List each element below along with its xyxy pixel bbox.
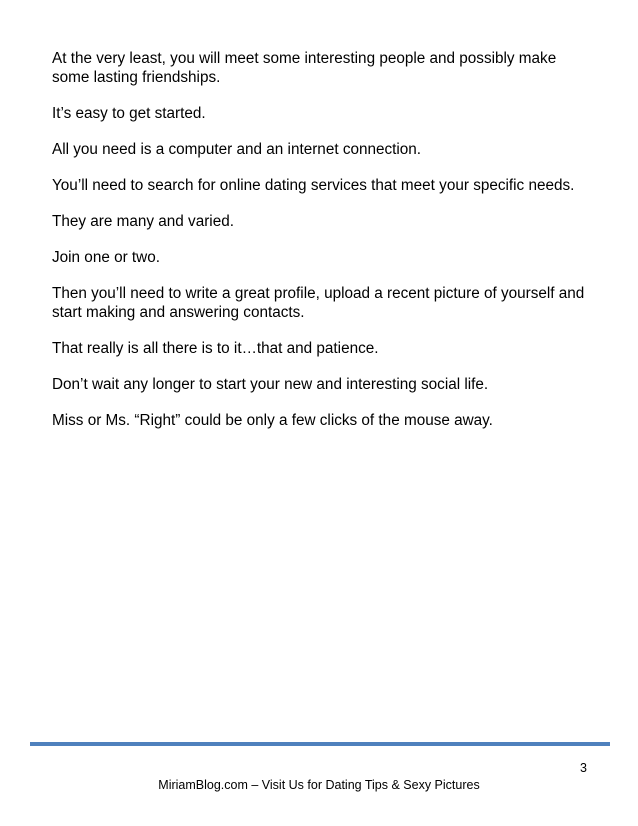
body-text <box>52 49 592 447</box>
paragraph: Don’t wait any longer to start your new and interesting social life. <box>52 376 489 393</box>
footer-divider <box>30 742 610 746</box>
paragraph: All you need is a computer and an internet connection. <box>52 141 422 158</box>
page-number: 3 <box>580 761 587 775</box>
paragraph: Miss or Ms. “Right” could be only a few clicks of the mouse away. <box>52 412 493 429</box>
paragraph: Then you’ll need to write a great profile, upload a recent picture of yourself and start making and answering contacts. <box>52 285 585 321</box>
paragraph: Join one or two. <box>52 249 160 266</box>
paragraph: At the very least, you will meet some interesting people and possibly make some lasting friendships. <box>52 50 557 86</box>
paragraph: You’ll need to search for online dating services that meet your specific needs. <box>52 177 575 194</box>
paragraph: They are many and varied. <box>52 213 234 230</box>
paragraph: That really is all there is to it…that and patience. <box>52 340 379 357</box>
footer-text: MiriamBlog.com – Visit Us for Dating Tips & Sexy Pictures <box>158 778 480 792</box>
paragraph: It’s easy to get started. <box>52 105 206 122</box>
